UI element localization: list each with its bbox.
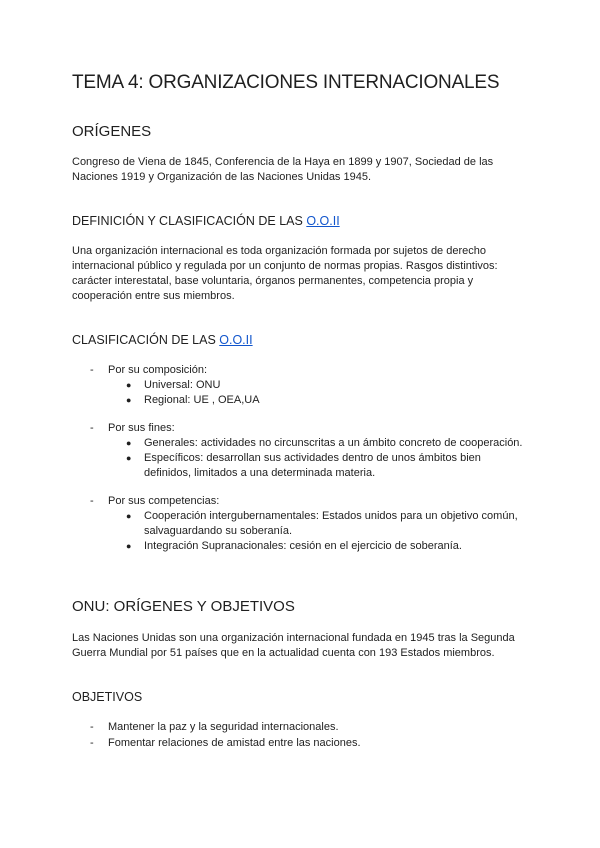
onu-text: Las Naciones Unidas son una organización internacional fundada en 1945 tras la Segunda Guerra Mundial por 51 países que en la actualidad cuenta con 193 Estados miembros.: [72, 632, 515, 659]
bullet-marker: ●: [126, 511, 132, 521]
bullet-marker: ●: [126, 541, 132, 551]
bullet-marker: ●: [126, 380, 132, 390]
dash-marker: -: [90, 495, 94, 507]
dash-marker: -: [90, 364, 94, 376]
definicion-heading: [72, 214, 340, 228]
dash-marker: -: [90, 422, 94, 434]
clasificacion-heading: [72, 333, 253, 347]
clasificacion-heading-text: CLASIFICACIÓN DE LAS: [72, 333, 220, 347]
definicion-heading-link[interactable]: O.O.II: [306, 214, 340, 228]
list-item-text: Integración Supranacionales: cesión en el ejercicio de soberanía.: [144, 540, 462, 552]
group-label: Por sus competencias:: [108, 495, 220, 507]
list-item-text: Mantener la paz y la seguridad internacionales.: [108, 721, 339, 733]
origenes-heading: ORÍGENES: [72, 123, 152, 140]
objetivos-heading: OBJETIVOS: [72, 690, 143, 704]
list-item-text: Específicos: desarrollan sus actividades dentro de unos ámbitos bien definidos, limitados a una determinada materia.: [144, 452, 481, 479]
origenes-text: Congreso de Viena de 1845, Conferencia de la Haya en 1899 y 1907, Sociedad de las Naciones 1919 y Organización de las Naciones Unidas 1945.: [72, 156, 494, 183]
list-item-text: Generales: actividades no circunscritas a un ámbito concreto de cooperación.: [144, 437, 523, 449]
list-item-text: Fomentar relaciones de amistad entre las naciones.: [108, 737, 361, 749]
dash-marker: -: [90, 737, 94, 749]
list-item-text: Universal: ONU: [144, 379, 221, 391]
list-item-text: Regional: UE , OEA,UA: [144, 394, 260, 406]
definicion-text: Una organización internacional es toda organización formada por sujetos de derecho internacional público y regulada por un conjunto de normas propias. Rasgos distintivos: carácter interestatal, base voluntaria, órganos permanentes, competencia propia y cooperación entre sus miembros.: [72, 245, 498, 302]
bullet-marker: ●: [126, 438, 132, 448]
list-item-text: Cooperación intergubernamentales: Estados unidos para un objetivo común, salvaguardando su soberanía.: [144, 510, 518, 537]
document-title: TEMA 4: ORGANIZACIONES INTERNACIONALES: [72, 72, 500, 93]
dash-marker: -: [90, 721, 94, 733]
group-label: Por sus fines:: [108, 422, 175, 434]
bullet-marker: ●: [126, 453, 132, 463]
clasificacion-heading-link[interactable]: O.O.II: [219, 333, 253, 347]
definicion-heading-text: DEFINICIÓN Y CLASIFICACIÓN DE LAS: [72, 214, 307, 228]
bullet-marker: ●: [126, 395, 132, 405]
group-label: Por su composición:: [108, 364, 208, 376]
onu-heading: ONU: ORÍGENES Y OBJETIVOS: [72, 598, 295, 615]
